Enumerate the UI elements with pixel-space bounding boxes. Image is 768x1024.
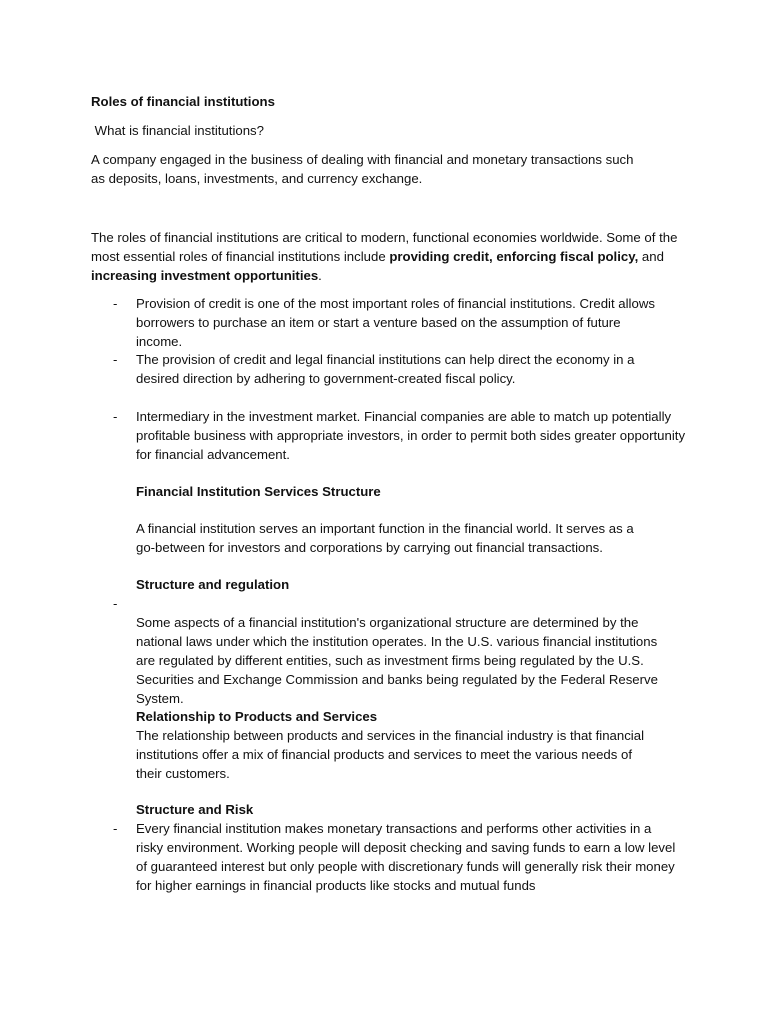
bullet-item: Provision of credit is one of the most important roles of financial institutions. Credit allows borrowers to purchase an item or start a venture based on the assumption of future income. xyxy=(136,296,655,349)
intro-text-before: The roles of financial institutions are critical to modern, functional economies worldwide. Some of the most essential roles of financial institutions include xyxy=(91,230,678,264)
section-heading-structure-regulation: Structure and regulation xyxy=(136,577,290,592)
bullet-marker: - xyxy=(113,296,118,311)
intro-text-after: . xyxy=(318,268,322,283)
intro-paragraph xyxy=(91,228,691,285)
bullet-item: The provision of credit and legal financial institutions can help direct the economy in a desired direction by adhering to government-created fiscal policy. xyxy=(136,352,635,386)
section-body-structure-risk: Every financial institution makes monetary transactions and performs other activities in a risky environment. Working people will deposit checking and saving funds to earn a low level of guaranteed interest but only people with discretionary funds will generally risk their money for higher earnings in financial products like stocks and mutual funds xyxy=(136,821,676,893)
document-title: Roles of financial institutions xyxy=(91,94,275,109)
section-body-products-services: The relationship between products and services in the financial industry is that financial institutions offer a mix of financial products and services to meet the various needs of their customers. xyxy=(136,728,645,781)
section-body-services-structure: A financial institution serves an important function in the financial world. It serves as a go-between for investors and corporations by carrying out financial transactions. xyxy=(136,521,634,555)
bullet-item: Intermediary in the investment market. Financial companies are able to match up potentially profitable business with appropriate investors, in order to permit both sides greater opportunity for financial advancement. xyxy=(136,409,686,462)
bullet-marker: - xyxy=(113,596,118,611)
bullet-marker: - xyxy=(113,821,118,836)
intro-bold-1: providing credit, enforcing fiscal policy, xyxy=(389,249,639,264)
section-heading-services-structure: Financial Institution Services Structure xyxy=(136,484,381,499)
section-body-structure-regulation: Some aspects of a financial institution's organizational structure are determined by the national laws under which the institution operates. In the U.S. various financial institutions are regulated by different entities, such as investment firms being regulated by the U.S. Securities and Exchange Commission and banks being regulated by the Federal Reserve System. xyxy=(136,615,658,706)
question-line: What is financial institutions? xyxy=(91,123,264,138)
bullet-marker: - xyxy=(113,352,118,367)
bullet-marker: - xyxy=(113,409,118,424)
section-heading-structure-risk: Structure and Risk xyxy=(136,802,254,817)
definition-paragraph: A company engaged in the business of dealing with financial and monetary transactions such as deposits, loans, investments, and currency exchange. xyxy=(91,152,634,186)
section-heading-products-services: Relationship to Products and Services xyxy=(136,709,378,724)
intro-bold-2: increasing investment opportunities xyxy=(91,268,319,283)
intro-text-middle: and xyxy=(638,249,664,264)
